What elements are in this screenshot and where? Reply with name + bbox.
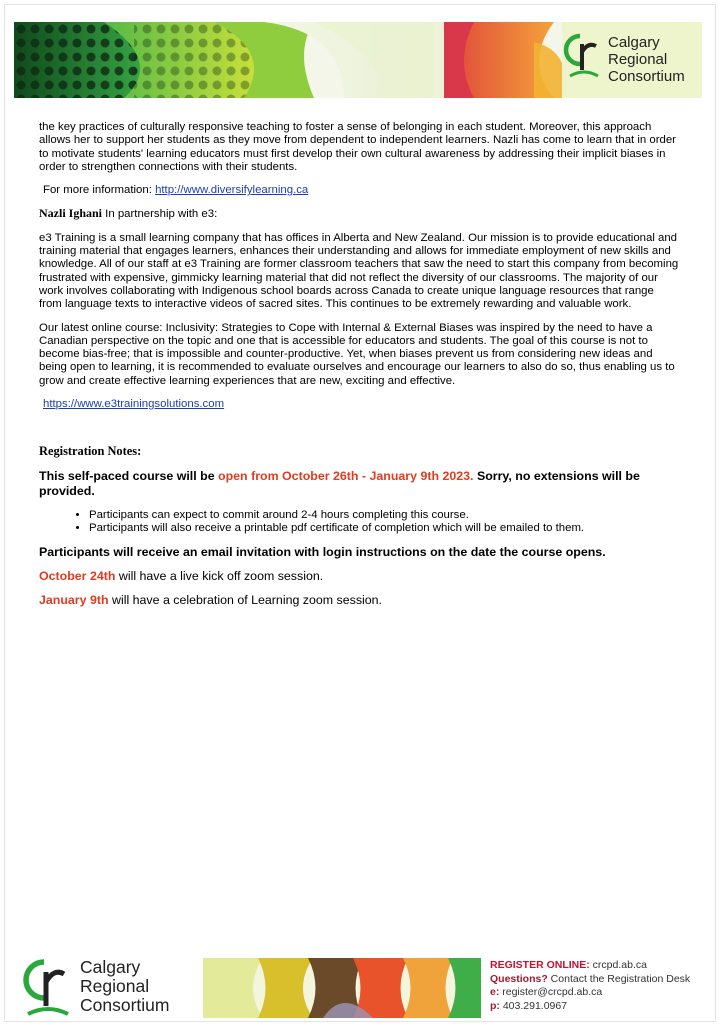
logo-line: Consortium [608, 68, 685, 85]
kickoff-date: October 24th [39, 569, 116, 584]
register-url[interactable]: crcpd.ab.ca [589, 959, 647, 971]
e3-link-line [39, 398, 679, 411]
questions-label: Questions? [490, 972, 548, 985]
kickoff-line [39, 570, 679, 583]
registration-heading: Registration Notes: [39, 444, 142, 459]
intro-paragraph: the key practices of culturally responsive teaching to foster a sense of belonging in each student. Moreover, this approach allows her to support her students as they move from dependent to independent learners. Nazli has come to learn that in order to motivate students' learning educators must first develop their own cultural awareness by addressing their implicit biases in order to strengthen connections with their students. [39, 121, 676, 173]
selfpaced-prefix: This self-paced course will be [39, 468, 219, 483]
selfpaced-notice [39, 469, 679, 499]
email-label: e: [490, 986, 500, 998]
selfpaced-suffix: Sorry, no extensions will be provided. [39, 468, 640, 498]
celebration-date: January 9th [39, 592, 109, 607]
register-line [490, 959, 716, 973]
phone-label: p: [490, 999, 500, 1012]
footer-logo [20, 954, 200, 1020]
more-info-line [39, 184, 679, 197]
logo-line: Consortium [80, 995, 170, 1015]
footer-logo-text [80, 958, 169, 1015]
email-address[interactable]: register@crcpd.ab.ca [499, 986, 603, 998]
questions-line [490, 973, 716, 987]
questions-text: Contact the Registration Desk [547, 972, 691, 985]
consortium-logo-icon [20, 954, 76, 1018]
partner-name: Nazli Ighani [39, 206, 103, 221]
more-info-label: For more information: [43, 184, 152, 197]
selfpaced-dates: open from October 26th - January 9th 2023. [218, 468, 474, 483]
course-paragraph: Our latest online course: Inclusivity: Strategies to Cope with Internal & External Biases was inspired by the need to have a Canadian perspective on the topic and one that is accessible for educators and students. The goal of this course is not to become bias-free; that is impossible and counter-productive. Yet, when biases prevent us from considering new ideas and being open to learning, it is recommended to evaluate ourselves and encourage our learners to also do so, thus enabling us to grow and create effective learning experiences that are new, exciting and effective. [39, 321, 675, 387]
header-logo [562, 30, 702, 92]
list-item: • Participants can expect to commit around 2-4 hours completing this course. [89, 509, 679, 522]
document-body [39, 121, 679, 617]
logo-line: Regional [80, 976, 150, 996]
footer-color-band [203, 958, 481, 1018]
celebration-line [39, 594, 679, 607]
partner-line [39, 207, 679, 221]
phone-line [490, 1000, 716, 1014]
e3-training-link[interactable]: https://www.e3trainingsolutions.com [43, 398, 225, 411]
consortium-logo-icon [562, 30, 606, 80]
partner-suffix: In partnership with e3: [102, 208, 218, 221]
email-line [490, 986, 716, 1000]
header-logo-text [608, 34, 685, 85]
kickoff-text: will have a live kick off zoom session. [115, 569, 324, 584]
logo-line: Calgary [608, 34, 660, 51]
e3-paragraph: e3 Training is a small learning company that has offices in Alberta and New Zealand. Our mission is to provide educational and training material that engages learners, enhances their understanding and allows for immediate employment of new skills and knowledge. All of our staff at e3 Training are former classroom teachers that saw the need to start this company from becoming frustrated with expensive, gimmicky learning material that did not reflect the diversity of our classrooms. The majority of our work involves collaborating with Indigenous school boards across Canada to create unique language resources that range from language texts to interactive videos of sacred sites. This continues to be extremely rewarding and valuable work. [39, 231, 679, 311]
email-invitation-note: Participants will receive an email invitation with login instructions on the date the course opens. [39, 545, 606, 560]
footer-contact [490, 959, 716, 1013]
logo-line: Calgary [80, 957, 141, 977]
footer-band-graphic [203, 958, 481, 1018]
registration-bullets [39, 509, 679, 536]
register-label: REGISTER ONLINE: [490, 959, 590, 971]
celebration-text: will have a celebration of Learning zoom session. [108, 592, 382, 607]
logo-line: Regional [608, 51, 668, 68]
list-item: • Participants will also receive a printable pdf certificate of completion which will be emailed to them. [89, 522, 679, 535]
diversify-learning-link[interactable]: http://www.diversifylearning.ca [155, 184, 309, 197]
phone-number: 403.291.0967 [499, 999, 568, 1012]
